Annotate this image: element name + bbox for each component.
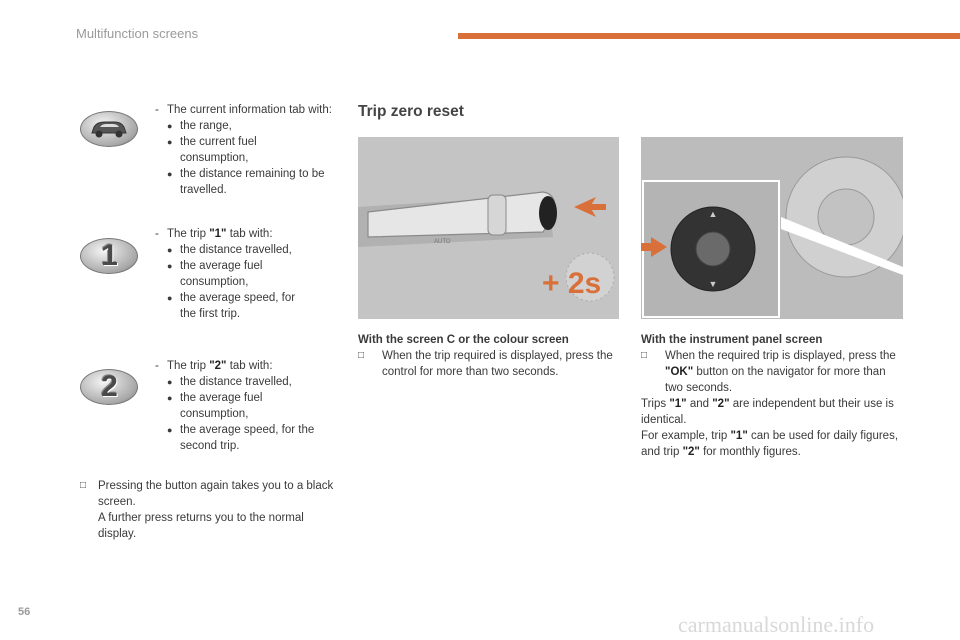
trip-1-intro: The trip "1" tab with: [167, 228, 273, 240]
list-item: ● the distance remaining to be travelled. [167, 166, 345, 198]
trip-1-block: - The trip "1" tab with: ● the distance travelled, ● the average fuel consumption, ● the average speed, for the first trip. [155, 226, 345, 322]
trip-1-icon-label: 1 [101, 239, 117, 272]
car-icon [80, 111, 138, 147]
trip-1-icon [80, 238, 138, 274]
header-accent-bar [458, 33, 960, 39]
section-title: Trip zero reset [358, 103, 464, 120]
page-number: 56 [18, 606, 31, 618]
steering-stalk-photo [358, 137, 619, 319]
screen-c-heading: With the screen C or the colour screen [358, 334, 569, 346]
list-item: ● the distance travelled, [167, 374, 345, 390]
list-item: ● the average speed, for the second trip. [167, 422, 320, 454]
list-item: ● the average fuel consumption, [167, 258, 300, 290]
svg-text:▼: ▼ [708, 279, 718, 289]
header-title: Multifunction screens [76, 26, 199, 41]
screen-c-block [358, 332, 620, 380]
note-line-2: A further press returns you to the normal display. [98, 512, 304, 540]
trip-2-block: - The trip "2" tab with: ● the distance travelled, ● the average fuel consumption, ● the average speed, for the second trip. [155, 358, 345, 454]
checkbox-icon: □ [358, 350, 365, 361]
list-item: ● the distance travelled, [167, 242, 345, 258]
note-block [80, 478, 335, 542]
note-line-1: Pressing the button again takes you to a black screen. [98, 480, 334, 508]
checkbox-icon: □ [641, 350, 648, 361]
trip-2-icon [80, 369, 138, 405]
svg-text:▲: ▲ [708, 209, 718, 219]
navigator-illustration [641, 137, 903, 319]
list-item: ● the range, [167, 118, 345, 134]
instrument-panel-photo [641, 137, 903, 319]
current-info-block: - The current information tab with: ● the range, ● the current fuel consumption, ● the distance remaining to be travelled. [155, 102, 345, 198]
trip-2-icon-label: 2 [101, 370, 117, 403]
trip-2-intro: The trip "2" tab with: [167, 360, 273, 372]
checkbox-icon: □ [80, 480, 87, 491]
list-item: ● the current fuel consumption, [167, 134, 320, 166]
watermark: carmanualsonline.info [678, 612, 875, 637]
stalk-label: AUTO [434, 239, 451, 245]
trips-independent-text: Trips "1" and "2" are independent but their use is identical. [641, 398, 894, 426]
example-text: For example, trip "1" can be used for daily figures, and trip "2" for monthly figures. [641, 430, 899, 458]
list-item: ● the average fuel consumption, [167, 390, 300, 422]
instrument-panel-block: With the instrument panel screen □ When the required trip is displayed, press the "OK" button on the navigator for more than two seconds. Trips "1" and "2" are independent but their use is identical. For example, trip "1" can be used for daily figures, and trip "2" for monthly figures. [641, 332, 903, 460]
instrument-panel-heading: With the instrument panel screen [641, 334, 823, 346]
stalk-illustration [358, 137, 619, 319]
list-item: ● the average speed, for the first trip. [167, 290, 310, 322]
current-info-intro: The current information tab with: [167, 104, 332, 116]
screen-c-text: When the trip required is displayed, press the control for more than two seconds. [382, 350, 613, 378]
hold-2s-badge: + 2s [542, 267, 602, 300]
